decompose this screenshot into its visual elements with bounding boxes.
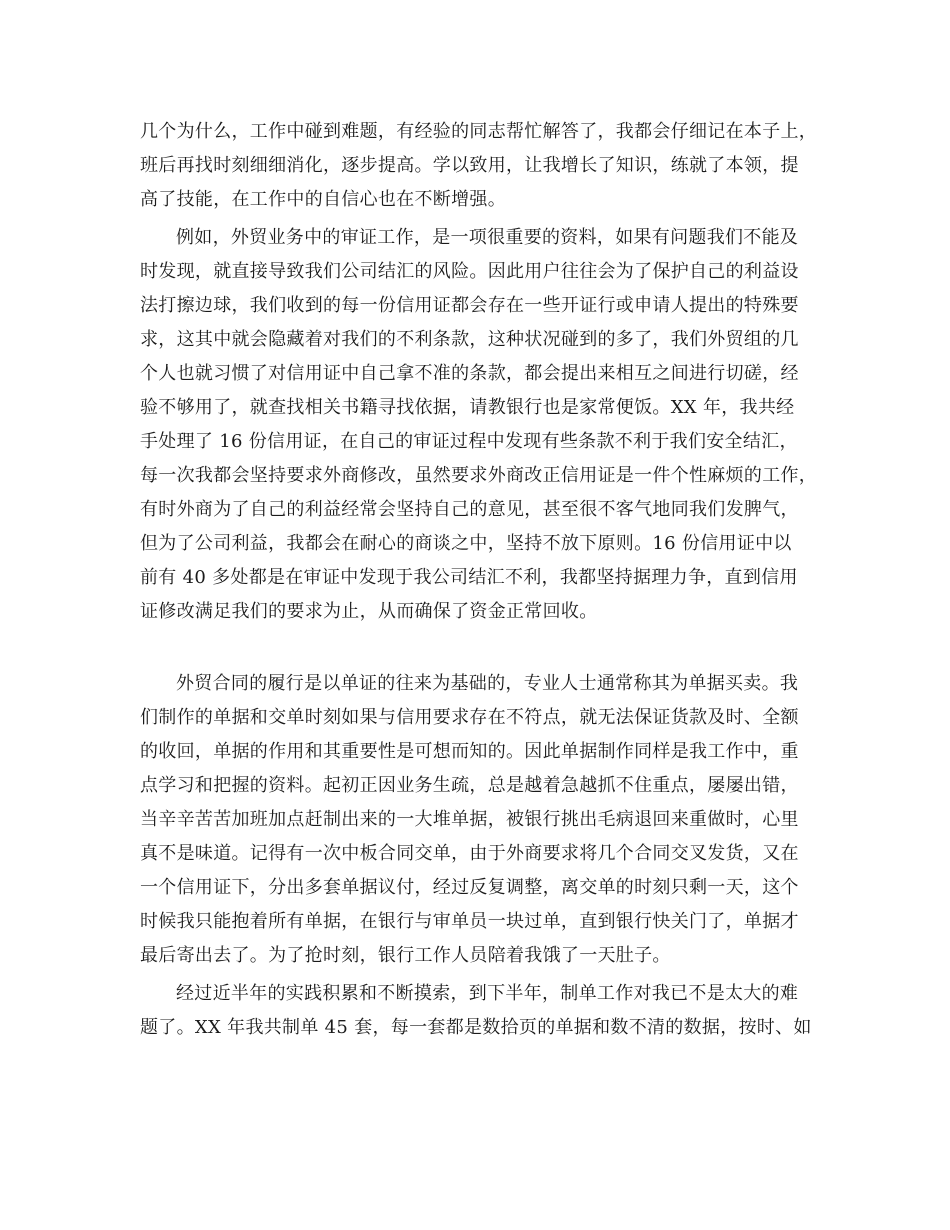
text-line: 班后再找时刻细细消化，逐步提高。学以致用，让我增长了知识，练就了本领，提 [140, 155, 799, 176]
paragraph-4 [140, 977, 820, 1045]
text-line: 例如，外贸业务中的审证工作，是一项很重要的资料，如果有问题我们不能及 [176, 227, 799, 248]
paragraph-2 [140, 221, 820, 663]
text-line: 时候我只能抱着所有单据，在银行与审单员一块过单，直到银行快关门了，单据才 [140, 911, 799, 932]
text-line: 但为了公司利益，我都会在耐心的商谈之中，坚持不放下原则。16 份信用证中以 [140, 533, 792, 554]
text-line: 当辛辛苦苦加班加点赶制出来的一大堆单据，被银行挑出毛病退回来重做时，心里 [140, 809, 799, 830]
text-line: 每一次我都会坚持要求外商修改，虽然要求外商改正信用证是一件个性麻烦的工作， [140, 465, 818, 486]
text-line: 们制作的单据和交单时刻如果与信用要求存在不符点，就无法保证货款及时、全额 [140, 707, 799, 728]
text-line: 时发现，就直接导致我们公司结汇的风险。因此用户往往会为了保护自己的利益设 [140, 261, 799, 282]
text-line: 法打擦边球，我们收到的每一份信用证都会存在一些开证行或申请人提出的特殊要 [140, 295, 799, 316]
text-line: 的收回，单据的作用和其重要性是可想而知的。因此单据制作同样是我工作中，重 [140, 741, 799, 762]
text-line [140, 629, 820, 663]
text-line: 验不够用了，就查找相关书籍寻找依据，请教银行也是家常便饭。XX 年，我共经 [140, 397, 795, 418]
document-body [140, 115, 820, 1045]
text-line: 点学习和把握的资料。起初正因业务生疏，总是越着急越抓不住重点，屡屡出错， [140, 775, 799, 796]
paragraph-1 [140, 115, 820, 217]
text-line: 几个为什么，工作中碰到难题，有经验的同志帮忙解答了，我都会仔细记在本子上， [140, 121, 818, 142]
text-line: 手处理了 16 份信用证，在自己的审证过程中发现有些条款不利于我们安全结汇， [140, 431, 798, 452]
text-line: 个人也就习惯了对信用证中自己拿不准的条款，都会提出来相互之间进行切磋，经 [140, 363, 799, 384]
text-line: 经过近半年的实践积累和不断摸索，到下半年，制单工作对我已不是太大的难 [176, 983, 799, 1004]
text-line: 外贸合同的履行是以单证的往来为基础的，专业人士通常称其为单据买卖。我 [176, 673, 799, 694]
text-line: 题了。XX 年我共制单 45 套，每一套都是数拾页的单据和数不清的数据，按时、如 [140, 1017, 812, 1038]
text-line: 真不是味道。记得有一次中板合同交单，由于外商要求将几个合同交叉发货，又在 [140, 843, 799, 864]
text-line: 求，这其中就会隐藏着对我们的不利条款，这种状况碰到的多了，我们外贸组的几 [140, 329, 799, 350]
text-line: 一个信用证下，分出多套单据议付，经过反复调整，离交单的时刻只剩一天，这个 [140, 877, 799, 898]
text-line: 证修改满足我们的要求为止，从而确保了资金正常回收。 [140, 601, 598, 622]
text-line: 有时外商为了自己的利益经常会坚持自己的意见，甚至很不客气地同我们发脾气， [140, 499, 799, 520]
paragraph-3 [140, 667, 820, 973]
text-line: 高了技能，在工作中的自信心也在不断增强。 [140, 189, 506, 210]
text-line: 前有 40 多处都是在审证中发现于我公司结汇不利，我都坚持据理力争，直到信用 [140, 567, 798, 588]
text-line: 最后寄出去了。为了抢时刻，银行工作人员陪着我饿了一天肚子。 [140, 945, 671, 966]
